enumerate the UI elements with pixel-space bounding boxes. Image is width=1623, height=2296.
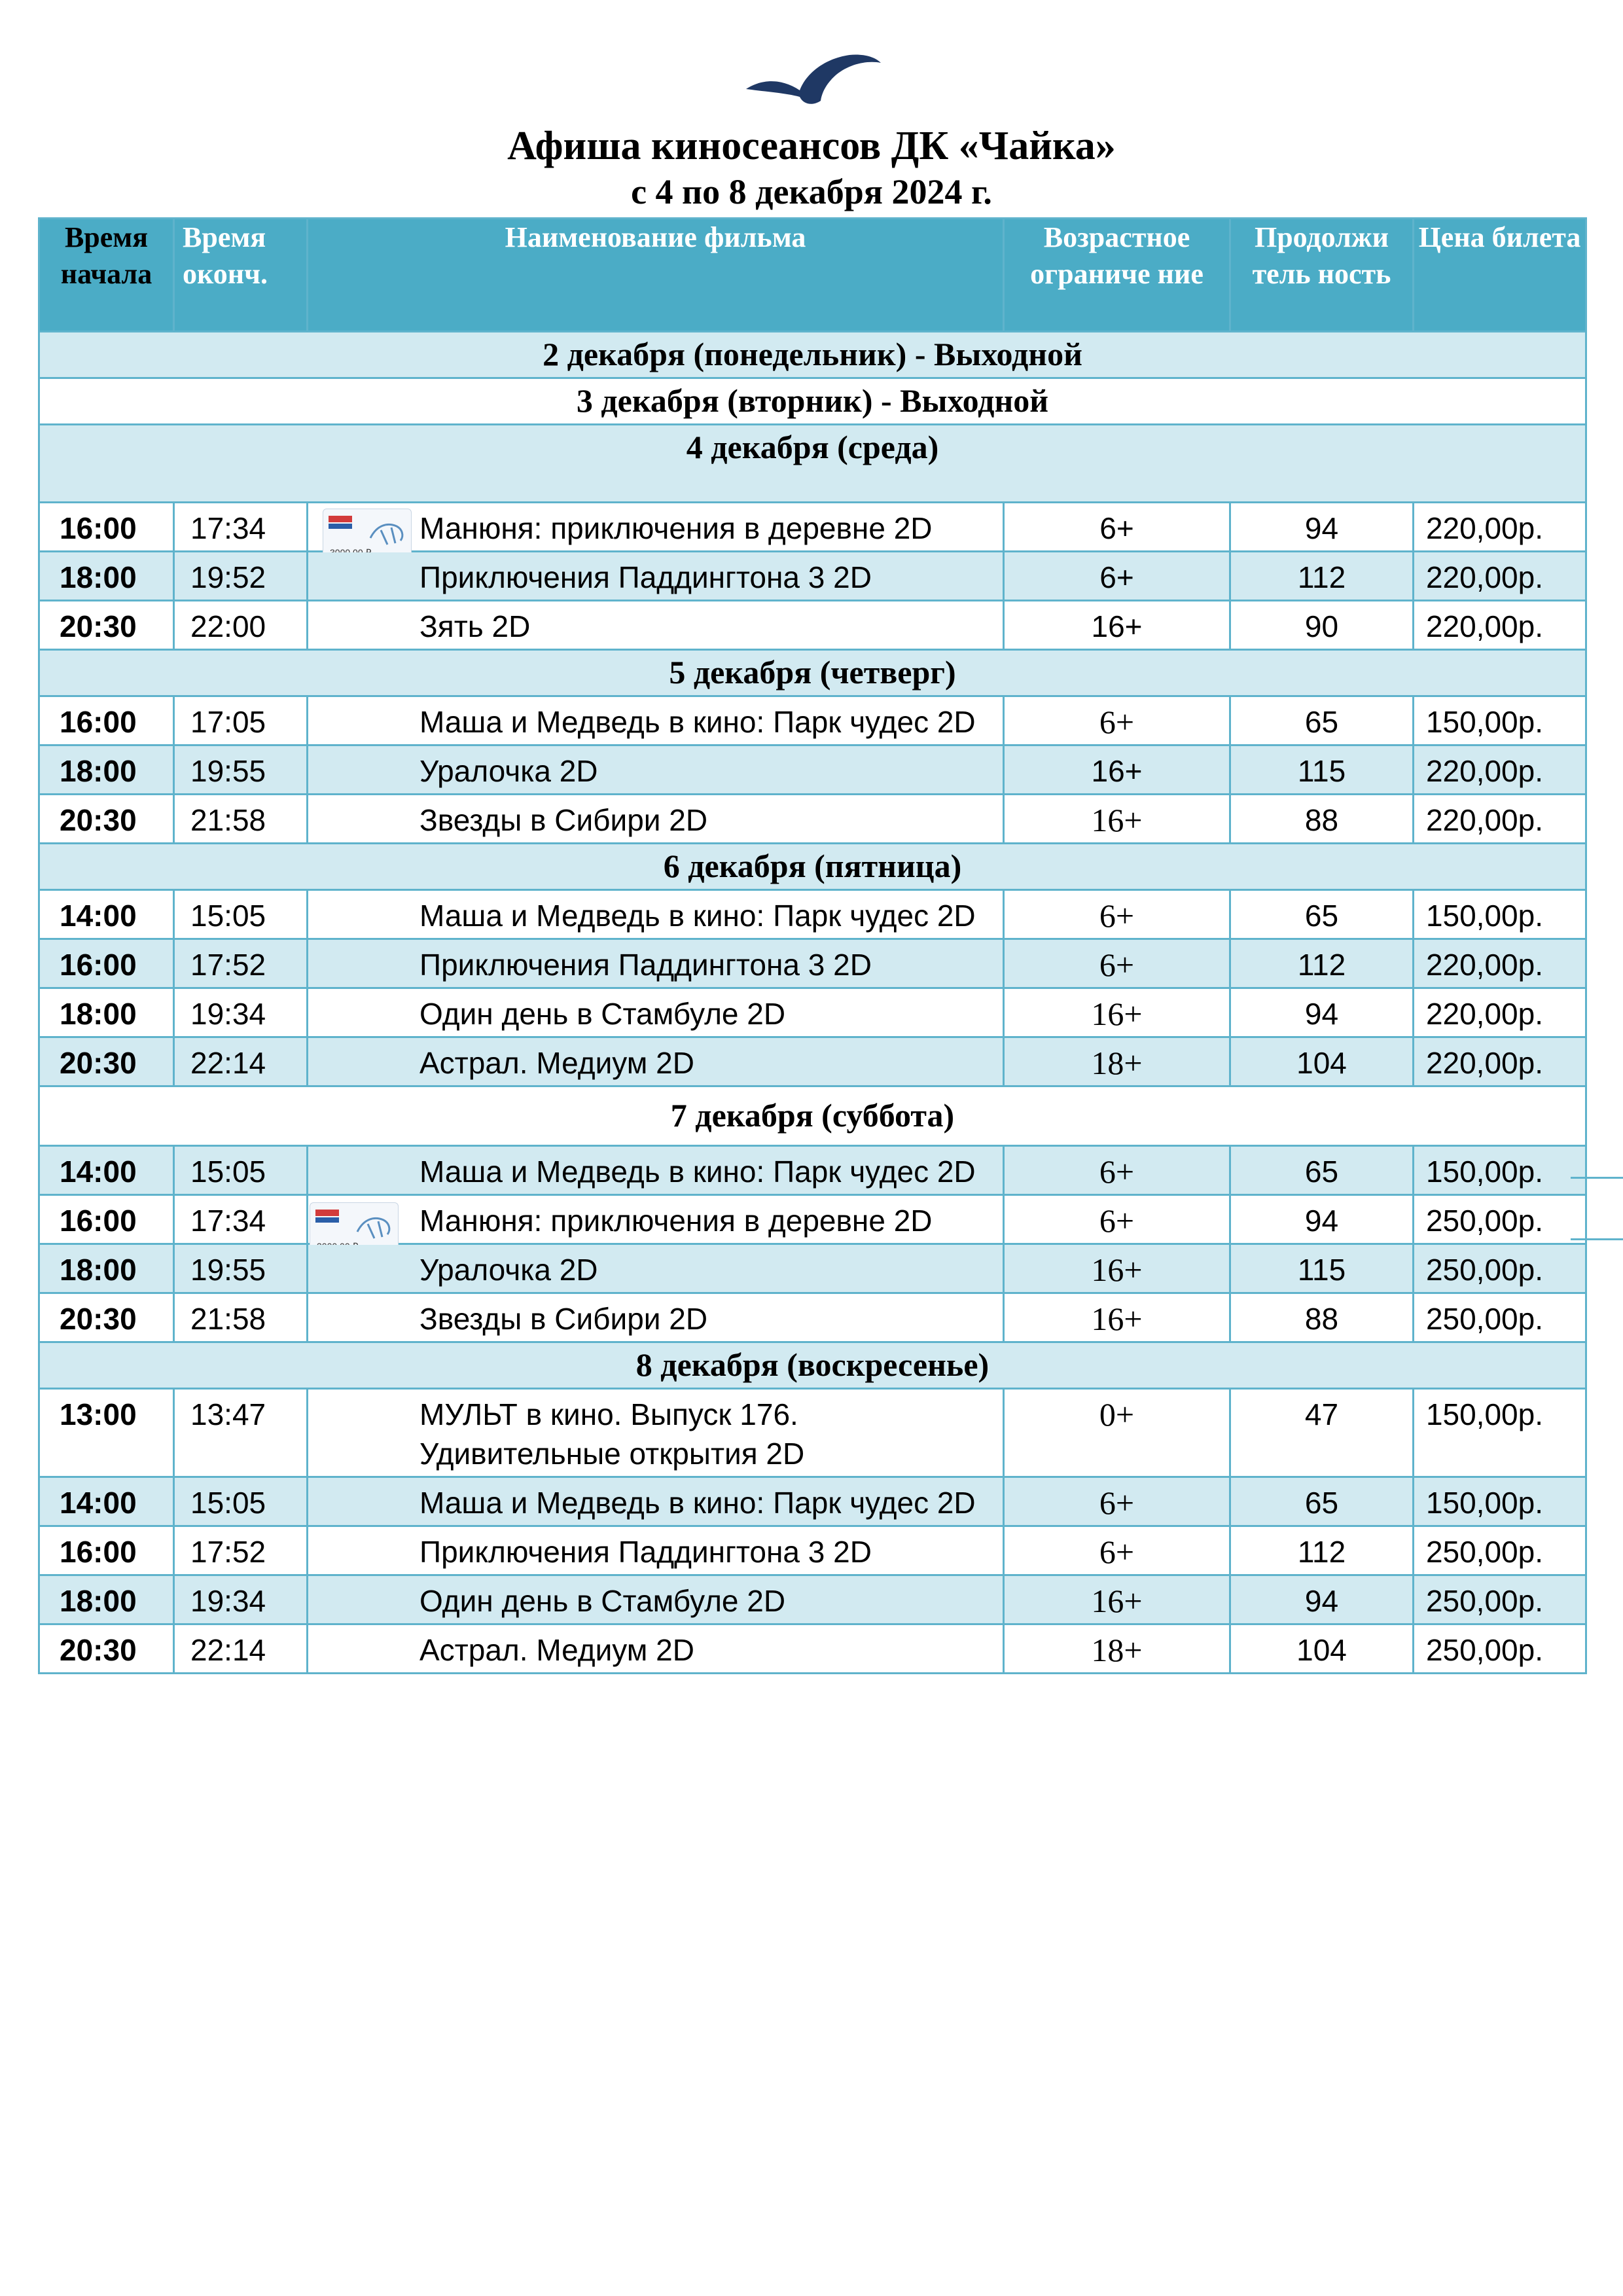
age-rating: 16+ [1004, 795, 1230, 844]
duration: 94 [1230, 503, 1414, 552]
age-rating: 16+ [1004, 988, 1230, 1037]
end-time: 19:55 [174, 1244, 308, 1293]
end-time: 22:14 [174, 1624, 308, 1674]
day-title: 3 декабря (вторник) - Выходной [39, 378, 1586, 425]
page-title: Афиша киносеансов ДК «Чайка» [507, 124, 1116, 168]
price: 220,00р. [1414, 601, 1586, 650]
table-row [39, 1244, 1586, 1293]
age-rating: 0+ [1004, 1389, 1230, 1477]
end-time: 15:05 [174, 1146, 308, 1195]
end-time: 21:58 [174, 795, 308, 844]
age-rating: 18+ [1004, 1037, 1230, 1086]
end-time: 15:05 [174, 1477, 308, 1526]
age-rating: 6+ [1004, 1146, 1230, 1195]
table-row [39, 1575, 1586, 1624]
end-time: 17:05 [174, 696, 308, 745]
day-row [39, 1342, 1586, 1389]
end-time: 19:34 [174, 988, 308, 1037]
age-rating: 6+ [1004, 1526, 1230, 1575]
start-time: 16:00 [39, 503, 174, 552]
price: 150,00р. [1414, 1146, 1586, 1195]
start-time: 20:30 [39, 601, 174, 650]
day-row [39, 332, 1586, 378]
column-header-start: Время начала [39, 219, 174, 332]
price: 150,00р. [1414, 1389, 1586, 1477]
duration: 88 [1230, 1293, 1414, 1342]
start-time: 18:00 [39, 552, 174, 601]
end-time: 17:52 [174, 939, 308, 988]
table-row [39, 552, 1586, 601]
table-row [39, 890, 1586, 939]
table-row [39, 1526, 1586, 1575]
age-rating: 6+ [1004, 552, 1230, 601]
price: 220,00р. [1414, 795, 1586, 844]
age-rating: 6+ [1004, 1477, 1230, 1526]
duration: 104 [1230, 1624, 1414, 1674]
start-time: 20:30 [39, 1293, 174, 1342]
film-name: Один день в Стамбуле 2D [308, 1575, 1004, 1624]
table-row [39, 696, 1586, 745]
start-time: 20:30 [39, 1037, 174, 1086]
film-name: Приключения Паддингтона 3 2D [308, 939, 1004, 988]
table-row [39, 1293, 1586, 1342]
film-name: Маша и Медведь в кино: Парк чудес 2D [308, 1477, 1004, 1526]
film-name: Уралочка 2D [308, 1244, 1004, 1293]
table-row [39, 1389, 1586, 1477]
column-header-end: Время оконч. [174, 219, 308, 332]
price: 220,00р. [1414, 552, 1586, 601]
film-name: Зять 2D [308, 601, 1004, 650]
table-row [39, 1146, 1586, 1195]
duration: 94 [1230, 1575, 1414, 1624]
duration: 112 [1230, 552, 1414, 601]
day-row [39, 1086, 1586, 1146]
duration: 115 [1230, 1244, 1414, 1293]
duration: 94 [1230, 1195, 1414, 1244]
start-time: 14:00 [39, 890, 174, 939]
price: 250,00р. [1414, 1526, 1586, 1575]
table-row [39, 1624, 1586, 1674]
start-time: 16:00 [39, 1526, 174, 1575]
film-name: Маша и Медведь в кино: Парк чудес 2D [308, 890, 1004, 939]
film-name: МУЛЬТ в кино. Выпуск 176. Удивительные открытия 2D [308, 1389, 1004, 1477]
duration: 65 [1230, 890, 1414, 939]
age-rating: 16+ [1004, 1575, 1230, 1624]
day-title: 5 декабря (четверг) [39, 650, 1586, 696]
age-rating: 6+ [1004, 696, 1230, 745]
start-time: 14:00 [39, 1477, 174, 1526]
duration: 65 [1230, 1477, 1414, 1526]
duration: 112 [1230, 1526, 1414, 1575]
start-time: 20:30 [39, 795, 174, 844]
age-rating: 6+ [1004, 1195, 1230, 1244]
film-name: Звезды в Сибири 2D [308, 795, 1004, 844]
day-title: 6 декабря (пятница) [39, 844, 1586, 890]
duration: 65 [1230, 696, 1414, 745]
age-rating: 16+ [1004, 1244, 1230, 1293]
start-time: 20:30 [39, 1624, 174, 1674]
price: 150,00р. [1414, 1477, 1586, 1526]
film-name-cell [308, 1195, 1004, 1244]
start-time: 13:00 [39, 1389, 174, 1477]
day-title: 4 декабря (среда) [39, 425, 1586, 503]
start-time: 16:00 [39, 696, 174, 745]
table-row [39, 601, 1586, 650]
end-time: 22:14 [174, 1037, 308, 1086]
age-rating: 16+ [1004, 745, 1230, 795]
table-row [39, 503, 1586, 552]
price: 250,00р. [1414, 1195, 1586, 1244]
start-time: 18:00 [39, 745, 174, 795]
end-time: 15:05 [174, 890, 308, 939]
film-name: Манюня: приключения в деревне 2D [419, 511, 933, 545]
table-row [39, 745, 1586, 795]
age-rating: 6+ [1004, 890, 1230, 939]
column-header-age: Возрастное ограниче ние [1004, 219, 1230, 332]
day-row [39, 844, 1586, 890]
duration: 104 [1230, 1037, 1414, 1086]
page-subtitle: с 4 по 8 декабря 2024 г. [631, 172, 992, 211]
age-rating: 6+ [1004, 503, 1230, 552]
film-name-cell [308, 503, 1004, 552]
day-title: 2 декабря (понедельник) - Выходной [39, 332, 1586, 378]
start-time: 18:00 [39, 1575, 174, 1624]
duration: 115 [1230, 745, 1414, 795]
start-time: 16:00 [39, 1195, 174, 1244]
film-name: Маша и Медведь в кино: Парк чудес 2D [308, 1146, 1004, 1195]
divider [1571, 1177, 1623, 1179]
film-name: Астрал. Медиум 2D [308, 1037, 1004, 1086]
end-time: 19:34 [174, 1575, 308, 1624]
duration: 112 [1230, 939, 1414, 988]
schedule-table [38, 217, 1587, 1674]
price: 220,00р. [1414, 745, 1586, 795]
age-rating: 6+ [1004, 939, 1230, 988]
film-name: Уралочка 2D [308, 745, 1004, 795]
start-time: 18:00 [39, 1244, 174, 1293]
price: 220,00р. [1414, 988, 1586, 1037]
end-time: 22:00 [174, 601, 308, 650]
end-time: 19:55 [174, 745, 308, 795]
film-name: Один день в Стамбуле 2D [308, 988, 1004, 1037]
end-time: 19:52 [174, 552, 308, 601]
start-time: 16:00 [39, 939, 174, 988]
film-name: Приключения Паддингтона 3 2D [308, 1526, 1004, 1575]
end-time: 17:34 [174, 1195, 308, 1244]
table-row [39, 1195, 1586, 1244]
table-header [39, 219, 1586, 332]
price: 220,00р. [1414, 939, 1586, 988]
day-row [39, 425, 1586, 503]
price: 150,00р. [1414, 890, 1586, 939]
film-name: Маша и Медведь в кино: Парк чудес 2D [308, 696, 1004, 745]
day-row [39, 378, 1586, 425]
end-time: 13:47 [174, 1389, 308, 1477]
film-name: Астрал. Медиум 2D [308, 1624, 1004, 1674]
end-time: 17:34 [174, 503, 308, 552]
seagull-icon [745, 51, 882, 114]
column-header-duration: Продолжи тель ность [1230, 219, 1414, 332]
price: 250,00р. [1414, 1575, 1586, 1624]
table-row [39, 795, 1586, 844]
price: 250,00р. [1414, 1293, 1586, 1342]
duration: 65 [1230, 1146, 1414, 1195]
price: 150,00р. [1414, 696, 1586, 745]
table-row [39, 988, 1586, 1037]
film-name: Манюня: приключения в деревне 2D [419, 1204, 933, 1238]
duration: 90 [1230, 601, 1414, 650]
duration: 47 [1230, 1389, 1414, 1477]
column-header-name: Наименование фильма [308, 219, 1004, 332]
price: 220,00р. [1414, 503, 1586, 552]
price: 250,00р. [1414, 1244, 1586, 1293]
age-rating: 16+ [1004, 601, 1230, 650]
end-time: 21:58 [174, 1293, 308, 1342]
table-row [39, 1037, 1586, 1086]
day-title: 8 декабря (воскресенье) [39, 1342, 1586, 1389]
start-time: 18:00 [39, 988, 174, 1037]
table-row [39, 939, 1586, 988]
end-time: 17:52 [174, 1526, 308, 1575]
day-row [39, 650, 1586, 696]
start-time: 14:00 [39, 1146, 174, 1195]
duration: 88 [1230, 795, 1414, 844]
duration: 94 [1230, 988, 1414, 1037]
price: 220,00р. [1414, 1037, 1586, 1086]
table-row [39, 1477, 1586, 1526]
age-rating: 18+ [1004, 1624, 1230, 1674]
price: 250,00р. [1414, 1624, 1586, 1674]
day-title: 7 декабря (суббота) [39, 1086, 1586, 1146]
film-name: Приключения Паддингтона 3 2D [308, 552, 1004, 601]
age-rating: 16+ [1004, 1293, 1230, 1342]
column-header-price: Цена билета [1414, 219, 1586, 332]
divider [1571, 1238, 1623, 1240]
film-name: Звезды в Сибири 2D [308, 1293, 1004, 1342]
